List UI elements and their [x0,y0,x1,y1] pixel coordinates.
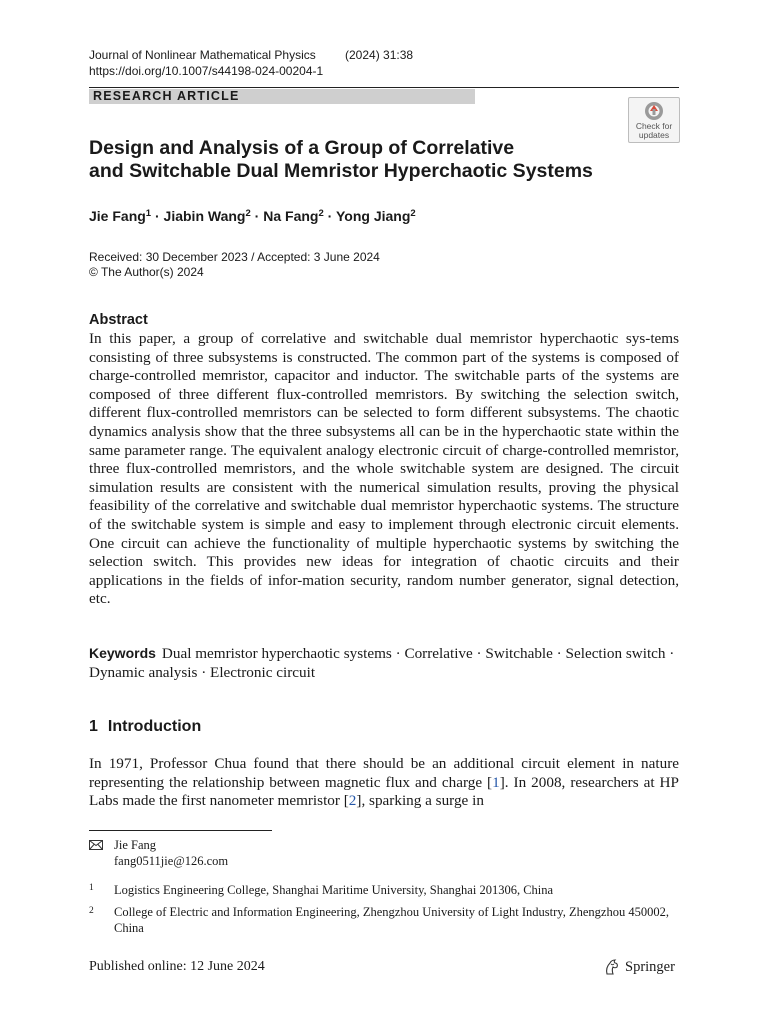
article-dates [89,250,380,280]
corresponding-author-email[interactable]: fang0511jie@126.com [114,854,229,868]
citation-link[interactable]: 1 [492,773,500,791]
journal-header [89,47,413,79]
abstract-text: In this paper, a group of correlative and switchable dual memristor hyperchaotic sys-tems consisting of three subsystems is constructed. The common part of the systems is composed of charge-controlled memristor, capacitor and inductor. The switchable parts of the systems are composed of three different flux-controlled memristors. By switching the selection switch, different flux-controlled memristors can be selected to form different subsystems. The chaotic dynamics analysis show that the three subsystems all can be in the hyperchaotic state within the same parameter range. The equivalent analogy electronic circuit of charge-controlled memristor, three flux-controlled memristors, and the whole switchable system are designed. The circuit simulation results are consistent with the numerical simulation results, proving the physical feasibility of the correlative and switchable dual memristor hyperchaotic systems. The structure of the switchable system is simple and easy to implement through electronic circuit elements. One circuit can achieve the functionality of multiple hyperchaotic systems by switching the selection switch. This provides new ideas for integration of chaotic circuits and their applications in the fields of infor-mation security, random number generator, signal detection, etc. [89,330,679,608]
doi-link[interactable]: https://doi.org/10.1007/s44198-024-00204-1 [89,64,324,78]
footnote-rule [89,830,272,831]
section-number: 1 [89,718,98,735]
affiliation-text: Logistics Engineering College, Shanghai Maritime University, Shanghai 201306, China [114,883,554,897]
corresponding-author-name: Jie Fang [114,838,157,852]
author-name[interactable]: Yong Jiang [335,208,411,224]
intro-text-part: ]. In 2008, researchers at HP Labs made the first nanometer memristor [ [89,773,679,810]
check-updates-icon [644,101,664,121]
author-affiliation-mark: 2 [318,208,324,219]
citation-link[interactable]: 2 [348,792,357,810]
affiliation-text: College of Electric and Information Engineering, Zhengzhou University of Light Industry, Zhengzhou 450002, China [114,905,669,935]
journal-name: Journal of Nonlinear Mathematical Physics [89,48,316,62]
affiliation-number: 1 [89,883,94,893]
keywords-text: Dual memristor hyperchaotic systems · Correlative · Switchable · Selection switch · Dynamic analysis · Electronic circuit [89,645,675,681]
springer-logo[interactable] [603,957,683,977]
springer-horse-icon [603,958,621,976]
author-name[interactable]: Jiabin Wang [163,208,246,224]
keywords-label: Keywords [89,645,156,661]
keywords-block [89,644,679,682]
author-separator: · [151,208,164,224]
article-type-label: RESEARCH ARTICLE [93,89,240,103]
author-name[interactable]: Jie Fang [89,208,146,224]
published-date: Published online: 12 June 2024 [89,959,265,974]
publisher-name: Springer [625,958,675,975]
section-title: Introduction [107,718,202,735]
introduction-heading [89,717,201,737]
affiliation-number: 2 [89,906,94,916]
intro-text-part: In 1971, Professor Chua found that there should be an additional circuit element in nature representing the relationship between magnetic flux and charge [ [89,755,679,791]
author-affiliation-mark: 2 [410,208,416,219]
title-line-2: and Switchable Dual Memristor Hyperchaotic Systems [89,160,593,182]
author-affiliation-mark: 2 [245,208,251,219]
author-separator: · [250,208,264,224]
copyright-line: © The Author(s) 2024 [89,265,204,279]
introduction-text [89,755,679,811]
author-name[interactable]: Na Fang [263,208,319,224]
author-affiliation-mark: 1 [145,208,152,219]
abstract-heading: Abstract [89,312,148,328]
intro-text-part: ], sparking a surge in [356,792,484,810]
received-accepted-dates: Received: 30 December 2023 / Accepted: 3 June 2024 [89,250,380,264]
journal-volume: (2024) 31:38 [345,48,414,62]
article-title [89,137,649,183]
author-separator: · [323,208,336,224]
title-line-1: Design and Analysis of a Group of Correlative [89,137,515,159]
header-rule [89,87,679,88]
envelope-icon [89,840,103,850]
check-updates-text-2: updates [638,130,670,140]
author-list [89,207,416,225]
check-updates-text-1: Check for [635,121,673,131]
